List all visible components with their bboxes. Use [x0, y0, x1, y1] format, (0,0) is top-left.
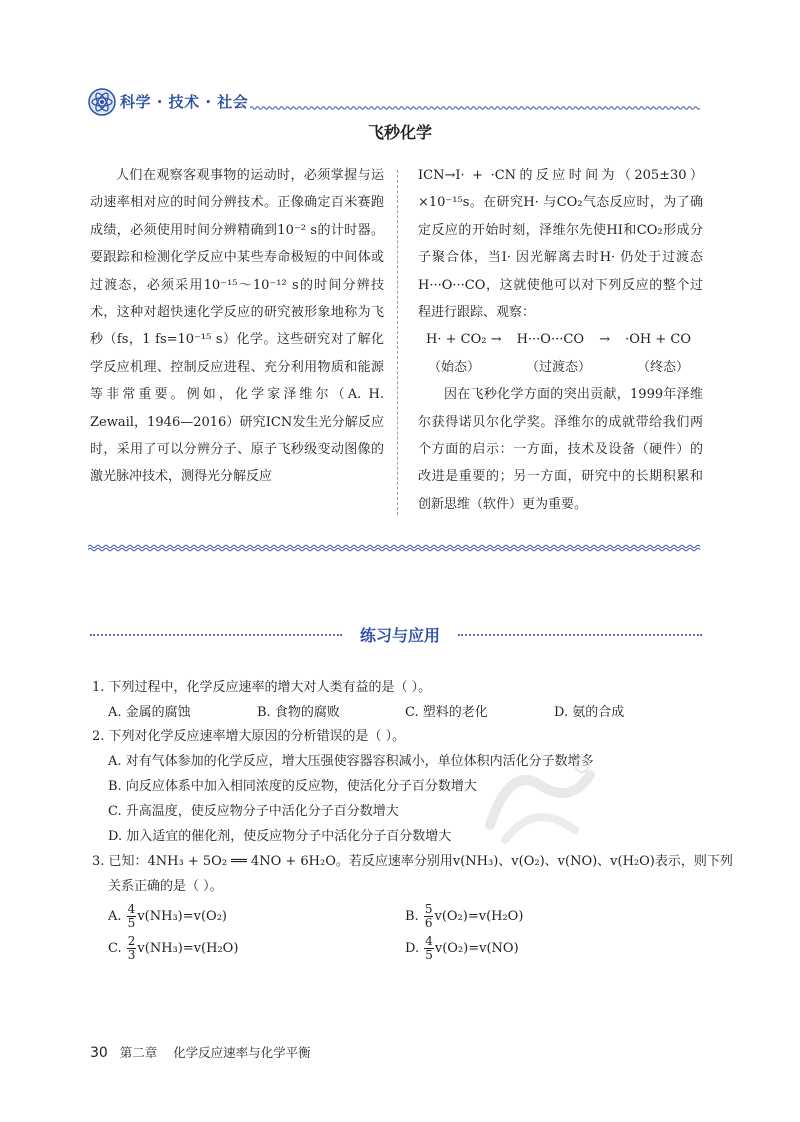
section-header-wave-divider: [250, 97, 702, 116]
question-2-option-b: B. 向反应体系中加入相同浓度的反应物，使活化分子百分数增大: [108, 779, 477, 794]
fraction-denominator: 5: [425, 948, 433, 962]
fraction: [127, 935, 137, 962]
atom-icon: [88, 88, 116, 116]
question-2-option-c: C. 升高温度，使反应物分子中活化分子百分数增大: [108, 804, 399, 819]
question-2-option-a: A. 对有气体参加的化学反应，增大压强使容器容积减小，单位体积内活化分子数增多: [108, 754, 594, 769]
option-expression: v(O₂)=v(NO): [434, 941, 519, 956]
question-1-option-c: C. 塑料的老化: [405, 705, 488, 720]
article-bottom-wave-divider: [88, 538, 702, 557]
equation-part-2: H···O···CO: [516, 332, 584, 348]
exercise-header-dots-left: [90, 634, 342, 636]
fraction: [424, 903, 434, 930]
question-3-stem: 3. 已知：4NH₃ + 5O₂ ══ 4NO + 6H₂O。若反应速率分别用v(NH₃)、v(O₂)、v(NO)、v(H₂O)表示，则下列: [92, 854, 733, 869]
article-right-text-top: ICN→I· + ·CN的反应时间为（205±30）×10⁻¹⁵s。在研究H· 与CO₂气态反应时，为了确定反应的开始时刻，泽维尔先使HI和CO₂形成分子聚合体，当I· 因光解离去时H· 仍处于过渡态H···O···CO，这就使他可以对下列反应的整个过程进行跟踪、观察：: [418, 168, 703, 321]
equation-label-initial: （始态）: [428, 359, 481, 375]
option-expression: v(O₂)=v(H₂O): [434, 909, 524, 924]
page-footer: [90, 1043, 311, 1061]
fraction-numerator: 4: [425, 934, 433, 948]
chapter-number: 第二章: [119, 1045, 158, 1060]
fraction: [127, 903, 137, 930]
article-left-text-2: 10⁻² s: [277, 222, 318, 238]
equation-label-transition: （过渡态）: [525, 359, 591, 375]
equation-part-3: →: [599, 332, 610, 348]
question-2-stem: 2. 下列对化学反应速率增大原因的分析错误的是（ ）。: [92, 729, 406, 744]
section-title: 科学 · 技术 · 社会: [120, 93, 249, 111]
question-1-option-a: A. 金属的腐蚀: [108, 705, 191, 720]
question-3-option-b: [405, 903, 523, 930]
question-3-option-c: [108, 935, 238, 962]
watermark-logo: [480, 745, 600, 855]
fraction-denominator: 5: [127, 916, 136, 930]
question-3-option-d: [405, 935, 519, 962]
article-left-text-1: 人们在观察客观事物的运动时，必须掌握与运动速率相对应的时间分辨技术。正像确定百米赛跑成绩，必须使用时间分辨精确到: [90, 168, 384, 238]
equation-part-4: ·OH + CO: [625, 332, 691, 348]
question-2-option-d: D. 加入适宜的催化剂，使反应物分子中活化分子百分数增大: [108, 829, 452, 844]
fraction-numerator: 4: [127, 902, 136, 916]
option-letter: C.: [108, 941, 122, 956]
reaction-equation: [418, 326, 703, 353]
question-3-option-a: [108, 903, 227, 930]
option-expression: v(NH₃)=v(O₂): [137, 909, 227, 924]
equation-labels: [418, 354, 703, 381]
column-divider: [397, 170, 398, 515]
article-left-text-5: 的时间分辨技术，这种对超快速化学反应的研究被形象地称为飞秒（fs，1 fs=10⁻¹⁵ s）化学。这些研究对了解化学反应机理、控制反应进程、充分利用物质和能源等非常重要。例如，化学家泽维尔（A. H. Zewail，1946—2016）研究ICN发生光分解反应时，采用了可以分辨分子、原子飞秒级变动图像的激光脉冲技术，测得光分解反应: [90, 277, 384, 485]
page-number: 30: [90, 1045, 108, 1061]
fraction-numerator: 5: [424, 902, 433, 916]
article-left-text-3: 的计时器。要跟踪和检测化学反应中某些寿命极短的中间体或过渡态，必须采用: [90, 222, 384, 293]
article-left-text-4: 10⁻¹⁵～10⁻¹² s: [203, 277, 299, 293]
question-1-option-b: B. 食物的腐败: [257, 705, 340, 720]
fraction-numerator: 2: [127, 934, 136, 948]
article-right-text-bottom: 因在飞秒化学方面的突出贡献，1999年泽维尔获得诺贝尔化学奖。泽维尔的成就带给我们两个方面的启示：一方面，技术及设备（硬件）的改进是重要的；另一方面，研究中的长期积累和创新思维（软件）更为重要。: [418, 387, 703, 512]
fraction: [424, 935, 434, 962]
article-right-column: [418, 162, 703, 518]
exercise-header-dots-right: [458, 634, 702, 636]
option-letter: A.: [108, 909, 122, 924]
equation-label-final: （终态）: [636, 359, 689, 375]
exercise-title: 练习与应用: [359, 626, 440, 645]
option-expression: v(NH₃)=v(H₂O): [137, 941, 239, 956]
equation-part-1: H· + CO₂ →: [426, 332, 502, 348]
option-letter: B.: [405, 909, 419, 924]
article-left-column: [90, 162, 384, 491]
question-3-stem-continued: 关系正确的是（ ）。: [108, 879, 223, 894]
question-1-stem: 1. 下列过程中，化学反应速率的增大对人类有益的是（ ）。: [92, 680, 432, 695]
option-letter: D.: [405, 941, 420, 956]
question-1-option-d: D. 氨的合成: [554, 705, 625, 720]
chapter-title: 化学反应速率与化学平衡: [173, 1045, 311, 1060]
fraction-denominator: 6: [424, 916, 433, 930]
article-title: 飞秒化学: [367, 123, 432, 142]
fraction-denominator: 3: [127, 948, 136, 962]
